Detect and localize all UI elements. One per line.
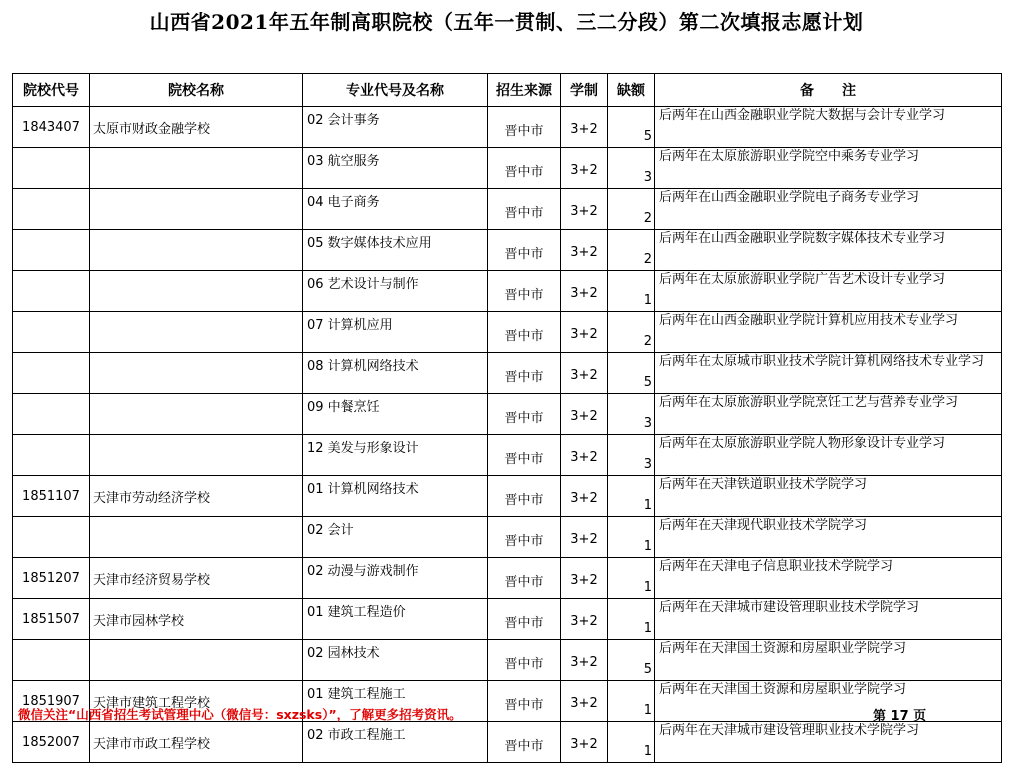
school-code-cell (13, 189, 90, 230)
system-cell: 3+2 (561, 435, 608, 476)
major-cell: 09 中餐烹饪 (303, 394, 488, 435)
system-cell: 3+2 (561, 558, 608, 599)
system-cell: 3+2 (561, 722, 608, 763)
quota-cell: 3 (608, 435, 655, 476)
table-row (13, 353, 1002, 394)
school-name-cell (90, 312, 303, 353)
table-row (13, 476, 1002, 517)
system-cell: 3+2 (561, 681, 608, 722)
major-cell: 12 美发与形象设计 (303, 435, 488, 476)
quota-cell: 2 (608, 189, 655, 230)
major-cell: 07 计算机应用 (303, 312, 488, 353)
source-cell: 晋中市 (488, 435, 561, 476)
note-cell: 后两年在山西金融职业学院电子商务专业学习 (655, 189, 1002, 230)
source-cell: 晋中市 (488, 148, 561, 189)
source-cell: 晋中市 (488, 353, 561, 394)
major-cell: 03 航空服务 (303, 148, 488, 189)
note-cell: 后两年在天津现代职业技术学院学习 (655, 517, 1002, 558)
major-cell: 02 园林技术 (303, 640, 488, 681)
system-cell: 3+2 (561, 189, 608, 230)
school-name-cell (90, 517, 303, 558)
school-code-cell (13, 640, 90, 681)
system-cell: 3+2 (561, 271, 608, 312)
header-system: 学制 (561, 74, 608, 107)
header-school-code: 院校代号 (13, 74, 90, 107)
note-cell: 后两年在太原城市职业技术学院计算机网络技术专业学习 (655, 353, 1002, 394)
major-cell: 02 会计事务 (303, 107, 488, 148)
major-cell: 08 计算机网络技术 (303, 353, 488, 394)
system-cell: 3+2 (561, 230, 608, 271)
source-cell: 晋中市 (488, 476, 561, 517)
note-cell: 后两年在太原旅游职业学院空中乘务专业学习 (655, 148, 1002, 189)
source-cell: 晋中市 (488, 271, 561, 312)
major-cell: 01 计算机网络技术 (303, 476, 488, 517)
note-cell: 后两年在山西金融职业学院大数据与会计专业学习 (655, 107, 1002, 148)
system-cell: 3+2 (561, 148, 608, 189)
quota-cell: 3 (608, 394, 655, 435)
table-row (13, 394, 1002, 435)
header-school-name: 院校名称 (90, 74, 303, 107)
note-cell: 后两年在太原旅游职业学院广告艺术设计专业学习 (655, 271, 1002, 312)
quota-cell: 2 (608, 230, 655, 271)
quota-cell: 1 (608, 517, 655, 558)
school-code-cell (13, 394, 90, 435)
school-code-cell (13, 230, 90, 271)
school-name-cell (90, 353, 303, 394)
system-cell: 3+2 (561, 640, 608, 681)
note-cell: 后两年在山西金融职业学院数字媒体技术专业学习 (655, 230, 1002, 271)
quota-cell: 1 (608, 476, 655, 517)
major-cell: 01 建筑工程造价 (303, 599, 488, 640)
major-cell: 05 数字媒体技术应用 (303, 230, 488, 271)
quota-cell: 1 (608, 271, 655, 312)
page-number: 第 17 页 (873, 709, 927, 724)
table-header-row (13, 74, 1002, 107)
school-code-cell (13, 148, 90, 189)
note-cell: 后两年在山西金融职业学院计算机应用技术专业学习 (655, 312, 1002, 353)
system-cell: 3+2 (561, 312, 608, 353)
source-cell: 晋中市 (488, 681, 561, 722)
school-name-cell (90, 271, 303, 312)
quota-cell: 2 (608, 312, 655, 353)
school-code-cell (13, 435, 90, 476)
table-row (13, 189, 1002, 230)
table-body (13, 107, 1002, 763)
table-row (13, 230, 1002, 271)
major-cell: 02 市政工程施工 (303, 722, 488, 763)
note-cell: 后两年在太原旅游职业学院人物形象设计专业学习 (655, 435, 1002, 476)
table-row (13, 599, 1002, 640)
system-cell: 3+2 (561, 599, 608, 640)
system-cell: 3+2 (561, 394, 608, 435)
school-name-cell (90, 394, 303, 435)
source-cell: 晋中市 (488, 558, 561, 599)
note-cell: 后两年在天津电子信息职业技术学院学习 (655, 558, 1002, 599)
table-row (13, 271, 1002, 312)
school-name-cell: 天津市经济贸易学校 (90, 558, 303, 599)
school-code-cell: 1852007 (13, 722, 90, 763)
school-name-cell: 太原市财政金融学校 (90, 107, 303, 148)
major-cell: 02 会计 (303, 517, 488, 558)
major-cell: 01 建筑工程施工 (303, 681, 488, 722)
school-code-cell (13, 517, 90, 558)
note-cell: 后两年在太原旅游职业学院烹饪工艺与营养专业学习 (655, 394, 1002, 435)
table-row (13, 435, 1002, 476)
source-cell: 晋中市 (488, 722, 561, 763)
page-title: 山西省2021年五年制高职院校（五年一贯制、三二分段）第二次填报志愿计划 (149, 10, 864, 34)
system-cell: 3+2 (561, 476, 608, 517)
table-row (13, 517, 1002, 558)
school-code-cell (13, 353, 90, 394)
source-cell: 晋中市 (488, 189, 561, 230)
school-code-cell: 1843407 (13, 107, 90, 148)
source-cell: 晋中市 (488, 517, 561, 558)
source-cell: 晋中市 (488, 640, 561, 681)
note-cell: 后两年在天津城市建设管理职业技术学院学习 (655, 599, 1002, 640)
source-cell: 晋中市 (488, 312, 561, 353)
source-cell: 晋中市 (488, 107, 561, 148)
source-cell: 晋中市 (488, 230, 561, 271)
wechat-notice: 微信关注“山西省招生考试管理中心（微信号：sxzsks）”，了解更多招考资讯。 (18, 707, 462, 722)
system-cell: 3+2 (561, 107, 608, 148)
quota-cell: 3 (608, 148, 655, 189)
school-name-cell (90, 435, 303, 476)
quota-cell: 1 (608, 599, 655, 640)
system-cell: 3+2 (561, 517, 608, 558)
note-cell: 后两年在天津国土资源和房屋职业学院学习 (655, 640, 1002, 681)
header-note: 备 注 (655, 74, 1002, 107)
school-name-cell (90, 640, 303, 681)
table-row (13, 148, 1002, 189)
source-cell: 晋中市 (488, 599, 561, 640)
table-row (13, 722, 1002, 763)
header-source: 招生来源 (488, 74, 561, 107)
school-name-cell (90, 230, 303, 271)
quota-cell: 1 (608, 722, 655, 763)
quota-cell: 1 (608, 681, 655, 722)
school-name-cell: 天津市劳动经济学校 (90, 476, 303, 517)
system-cell: 3+2 (561, 353, 608, 394)
school-name-cell (90, 148, 303, 189)
school-name-cell: 天津市建筑工程学校 (90, 681, 303, 722)
school-code-cell (13, 312, 90, 353)
major-cell: 06 艺术设计与制作 (303, 271, 488, 312)
major-cell: 04 电子商务 (303, 189, 488, 230)
quota-cell: 5 (608, 353, 655, 394)
school-code-cell: 1851207 (13, 558, 90, 599)
table-row (13, 312, 1002, 353)
school-code-cell (13, 271, 90, 312)
header-quota: 缺额 (608, 74, 655, 107)
school-code-cell: 1851907 (13, 681, 90, 722)
table-row (13, 558, 1002, 599)
quota-cell: 1 (608, 558, 655, 599)
note-cell: 后两年在天津国土资源和房屋职业学院学习 (655, 681, 1002, 722)
major-cell: 02 动漫与游戏制作 (303, 558, 488, 599)
table-row (13, 640, 1002, 681)
school-code-cell: 1851507 (13, 599, 90, 640)
note-cell: 后两年在天津铁道职业技术学院学习 (655, 476, 1002, 517)
header-major: 专业代号及名称 (303, 74, 488, 107)
source-cell: 晋中市 (488, 394, 561, 435)
note-cell: 后两年在天津城市建设管理职业技术学院学习 (655, 722, 1002, 763)
quota-cell: 5 (608, 640, 655, 681)
enrollment-plan-table (12, 73, 1002, 763)
school-name-cell: 天津市市政工程学校 (90, 722, 303, 763)
quota-cell: 5 (608, 107, 655, 148)
school-code-cell: 1851107 (13, 476, 90, 517)
table-row (13, 107, 1002, 148)
school-name-cell: 天津市园林学校 (90, 599, 303, 640)
school-name-cell (90, 189, 303, 230)
